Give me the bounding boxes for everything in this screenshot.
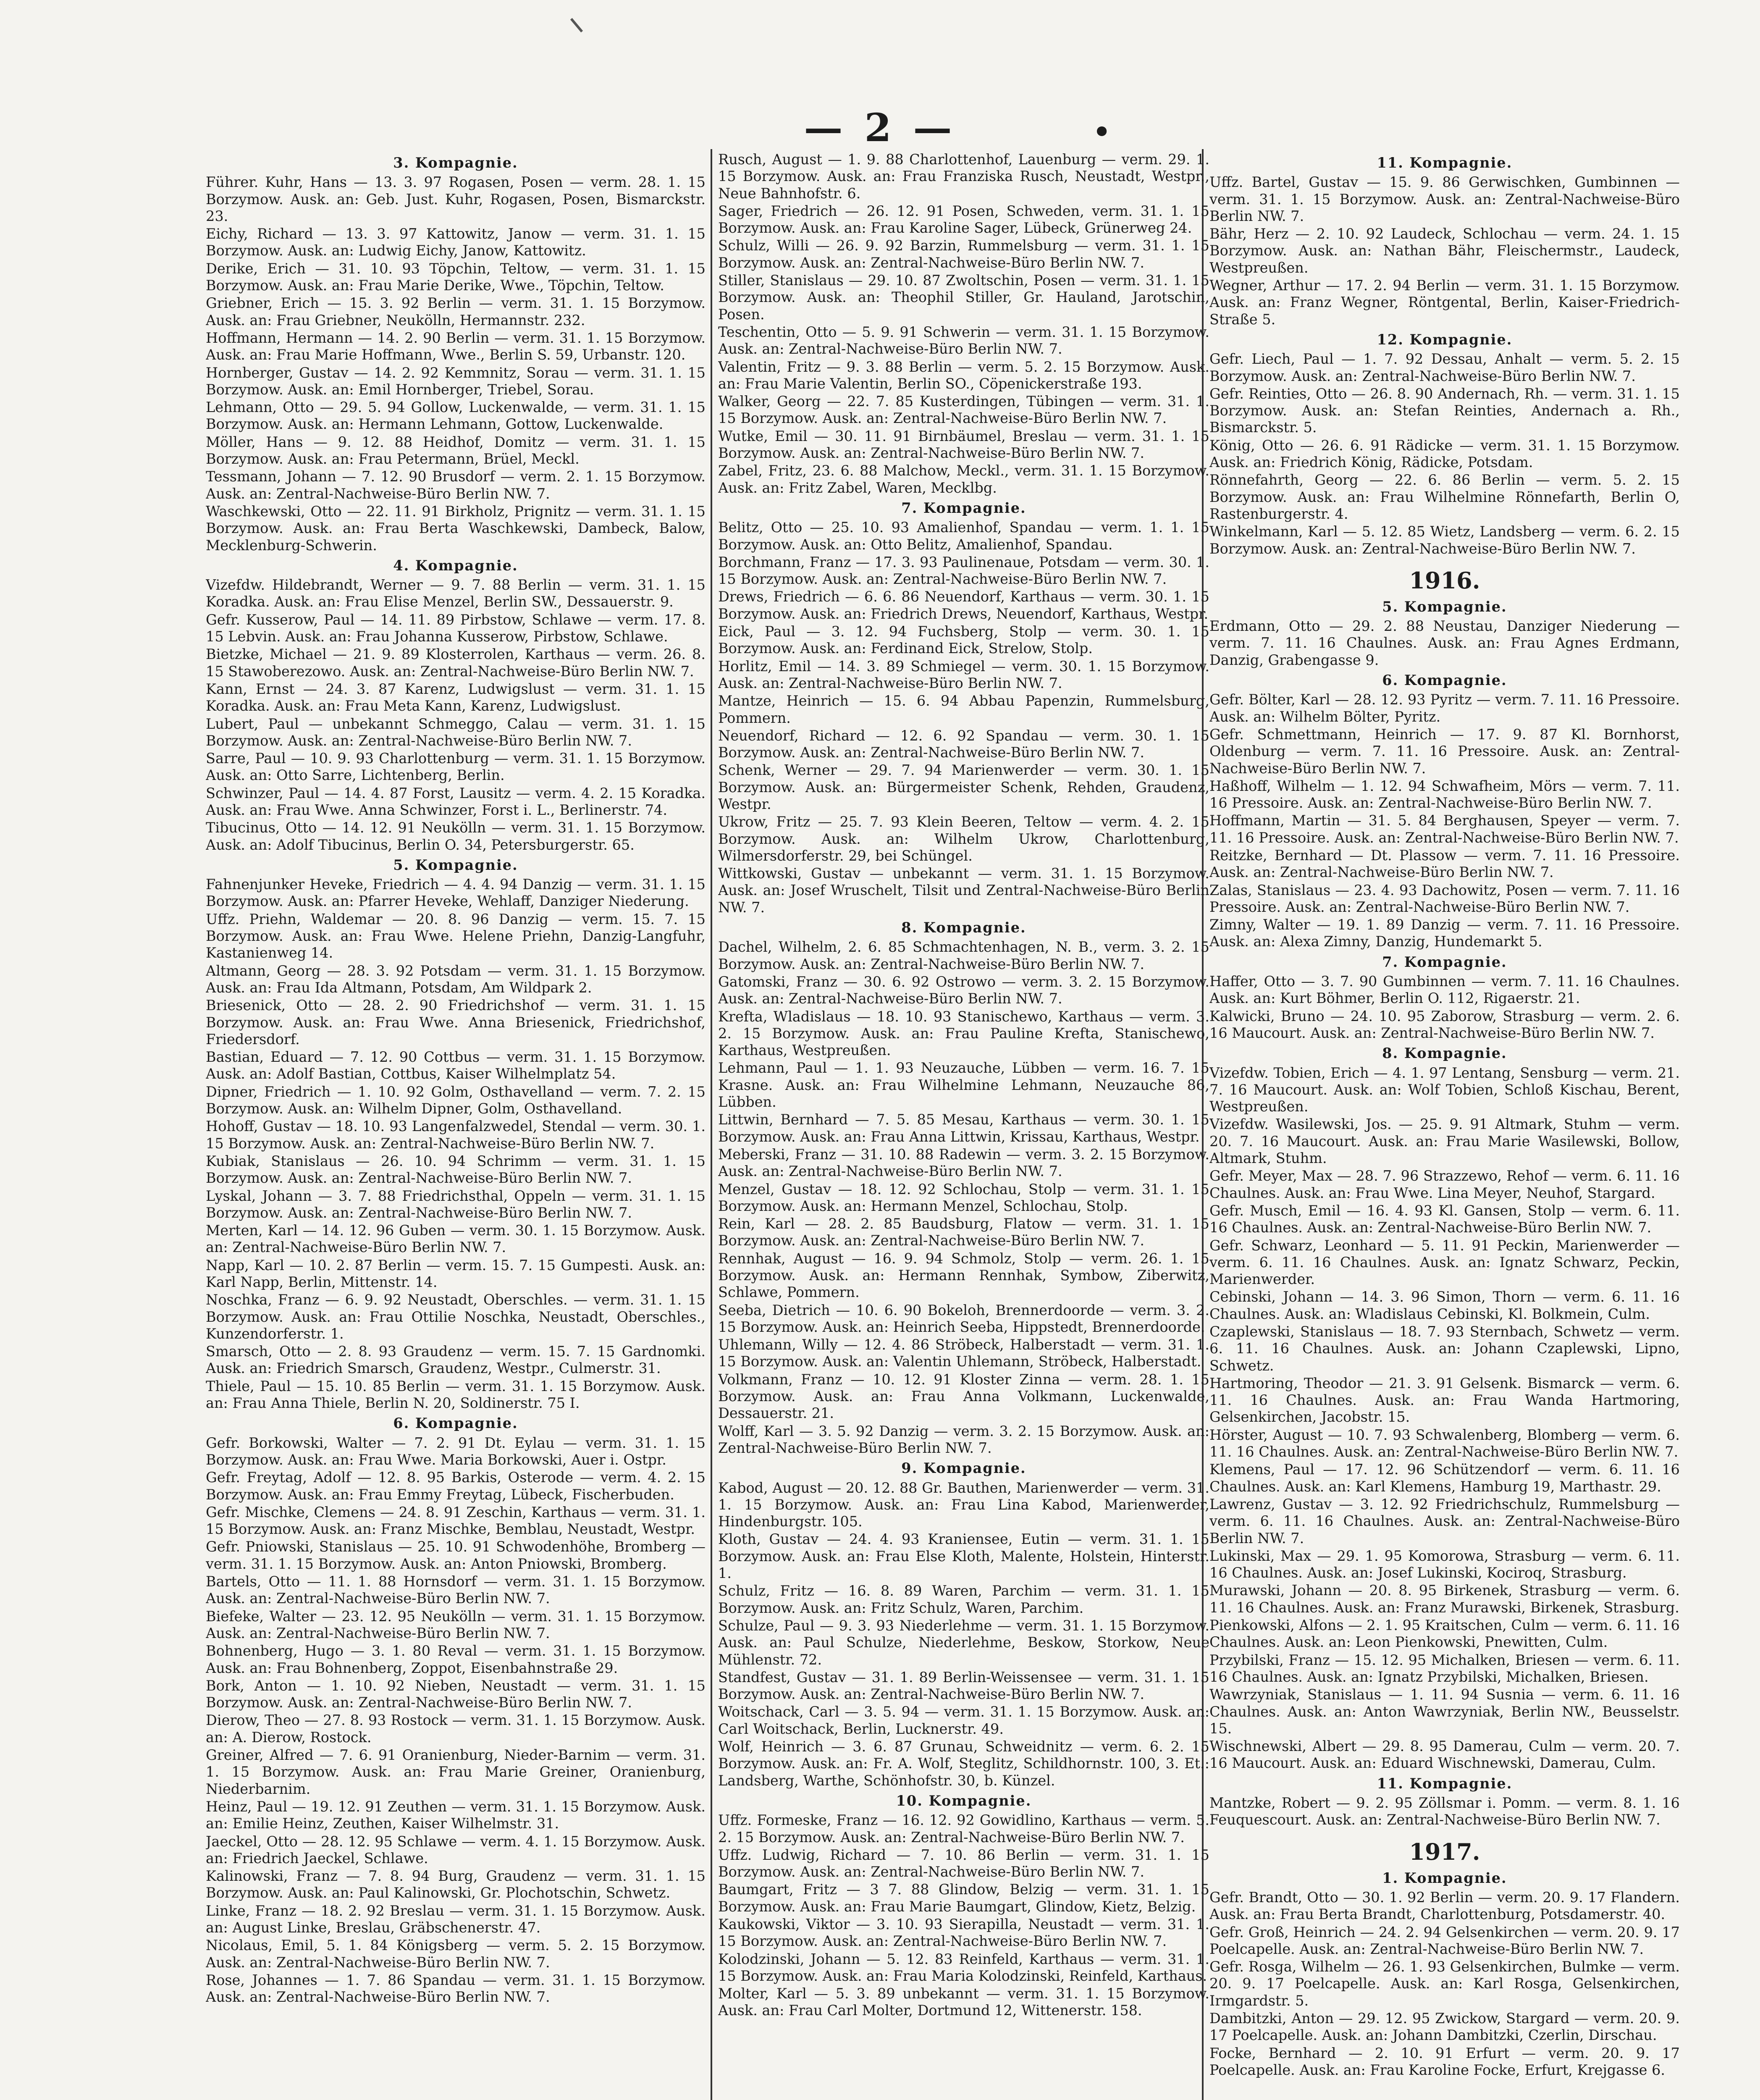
section-heading: 4. Kompagnie. (393, 557, 518, 574)
casualty-entry: Borchmann, Franz — 17. 3. 93 Paulinenaue, Potsdam — verm. 30. 1. 15 Borzymow. Ausk. an: Zentral-Nachweise-Büro Berlin NW. 7. (718, 554, 1209, 588)
casualty-entry: Tibucinus, Otto — 14. 12. 91 Neukölln — verm. 31. 1. 15 Borzymow. Ausk. an: Adolf Tibucinus, Berlin O. 34, Petersburgerstr. 65. (206, 819, 706, 853)
casualty-entry: Valentin, Fritz — 9. 3. 88 Berlin — verm. 5. 2. 15 Borzymow. Ausk. an: Frau Marie Valentin, Berlin SO., Cöpenickerstraße 193. (718, 358, 1209, 392)
page-number: — 2 — (804, 105, 956, 150)
casualty-entry: Teschentin, Otto — 5. 9. 91 Schwerin — verm. 31. 1. 15 Borzymow. Ausk. an: Zentral-Nachweise-Büro Berlin NW. 7. (718, 323, 1209, 357)
casualty-entry: Briesenick, Otto — 28. 2. 90 Friedrichshof — verm. 31. 1. 15 Borzymow. Ausk. an: Frau Wwe. Anna Briesenick, Friedrichshof, Friedersdorf. (206, 997, 706, 1047)
casualty-entry: Kubiak, Stanislaus — 26. 10. 94 Schrimm — verm. 31. 1. 15 Borzymow. Ausk. an: Zentral-Nachweise-Büro Berlin NW. 7. (206, 1152, 706, 1186)
casualty-entry: Bartels, Otto — 11. 1. 88 Hornsdorf — verm. 31. 1. 15 Borzymow. Ausk. an: Zentral-Nachweise-Büro Berlin NW. 7. (206, 1573, 706, 1607)
casualty-entry: Hohoff, Gustav — 18. 10. 93 Langenfalzwedel, Stendal — verm. 30. 1. 15 Borzymow. Ausk. an: Zentral-Nachweise-Büro Berlin NW. 7. (206, 1118, 706, 1152)
section-heading: 5. Kompagnie. (1382, 598, 1507, 615)
casualty-entry: Bähr, Herz — 2. 10. 92 Laudeck, Schlochau — verm. 24. 1. 15 Borzymow. Ausk. an: Nathan Bähr, Fleischermstr., Laudeck, Westpreußen. (1209, 226, 1680, 276)
casualty-entry: Eichy, Richard — 13. 3. 97 Kattowitz, Janow — verm. 31. 1. 15 Borzymow. Ausk. an: Ludwig Eichy, Janow, Kattowitz. (206, 226, 706, 259)
section-heading: 1. Kompagnie. (1382, 1869, 1507, 1886)
casualty-entry: Menzel, Gustav — 18. 12. 92 Schlochau, Stolp — verm. 31. 1. 15 Borzymow. Ausk. an: Hermann Menzel, Schlochau, Stolp. (718, 1181, 1209, 1214)
casualty-entry: Molter, Karl — 5. 3. 89 unbekannt — verm. 31. 1. 15 Borzymow. Ausk. an: Frau Carl Molter, Dortmund 12, Wittenerstr. 158. (718, 1985, 1209, 2019)
casualty-entry: Winkelmann, Karl — 5. 12. 85 Wietz, Landsberg — verm. 6. 2. 15 Borzymow. Ausk. an: Zentral-Nachweise-Büro Berlin NW. 7. (1209, 523, 1680, 557)
casualty-entry: Zalas, Stanislaus — 23. 4. 93 Dachowitz, Posen — verm. 7. 11. 16 Pressoire. Ausk. an: Zentral-Nachweise-Büro Berlin NW. 7. (1209, 882, 1680, 915)
casualty-entry: Cebinski, Johann — 14. 3. 96 Simon, Thorn — verm. 6. 11. 16 Chaulnes. Ausk. an: Wladislaus Cebinski, Kl. Bolkmein, Culm. (1209, 1289, 1680, 1322)
casualty-entry: Greiner, Alfred — 7. 6. 91 Oranienburg, Nieder-Barnim — verm. 31. 1. 15 Borzymow. Ausk. an: Frau Marie Greiner, Oranienburg, Niederbarnim. (206, 1747, 706, 1797)
casualty-entry: Mantze, Heinrich — 15. 6. 94 Abbau Papenzin, Rummelsburg, Pommern. (718, 693, 1209, 726)
year-heading: 1917. (1409, 1838, 1480, 1865)
casualty-entry: Przybilski, Franz — 15. 12. 95 Michalken, Briesen — verm. 6. 11. 16 Chaulnes. Ausk. an: Ignatz Przybilski, Michalken, Briesen. (1209, 1651, 1680, 1685)
casualty-entry: Kaukowski, Viktor — 3. 10. 93 Sierapilla, Neustadt — verm. 31. 1. 15 Borzymow. Ausk. an: Zentral-Nachweise-Büro Berlin NW. 7. (718, 1916, 1209, 1950)
casualty-entry: Gefr. Brandt, Otto — 30. 1. 92 Berlin — verm. 20. 9. 17 Flandern. Ausk. an: Frau Berta Brandt, Charlottenburg, Potsdamerstr. 40. (1209, 1889, 1680, 1923)
section-heading: 8. Kompagnie. (901, 919, 1026, 936)
year-heading: 1916. (1409, 567, 1480, 594)
casualty-entry: Noschka, Franz — 6. 9. 92 Neustadt, Oberschles. — verm. 31. 1. 15 Borzymow. Ausk. an: Frau Ottilie Noschka, Neustadt, Oberschles., Kunzendorferstr. 1. (206, 1292, 706, 1342)
casualty-entry: Kolodzinski, Johann — 5. 12. 83 Reinfeld, Karthaus — verm. 31. 1. 15 Borzymow. Ausk. an: Frau Maria Kolodzinski, Reinfeld, Karthaus. (718, 1950, 1209, 1984)
casualty-entry: Merten, Karl — 14. 12. 96 Guben — verm. 30. 1. 15 Borzymow. Ausk. an: Zentral-Nachweise-Büro Berlin NW. 7. (206, 1222, 706, 1256)
casualty-entry: Vizefdw. Wasilewski, Jos. — 25. 9. 91 Altmark, Stuhm — verm. 20. 7. 16 Maucourt. Ausk. an: Frau Marie Wasilewski, Bollow, Altmark, Stuhm. (1209, 1116, 1680, 1167)
casualty-entry: Gefr. Freytag, Adolf — 12. 8. 95 Barkis, Osterode — verm. 4. 2. 15 Borzymow. Ausk. an: Frau Emmy Freytag, Lübeck, Fischerbuden. (206, 1469, 706, 1503)
casualty-entry: Rusch, August — 1. 9. 88 Charlottenhof, Lauenburg — verm. 29. 1. 15 Borzymow. Ausk. an: Frau Franziska Rusch, Neustadt, Westpr., Neue Bahnhofstr. 6. (718, 151, 1209, 202)
casualty-entry: Waschkewski, Otto — 22. 11. 91 Birkholz, Prignitz — verm. 31. 1. 15 Borzymow. Ausk. an: Frau Berta Waschkewski, Dambeck, Balow, Mecklenburg-Schwerin. (206, 503, 706, 554)
casualty-entry: König, Otto — 26. 6. 91 Rädicke — verm. 31. 1. 15 Borzymow. Ausk. an: Friedrich König, Rädicke, Potsdam. (1209, 437, 1680, 471)
casualty-entry: Drews, Friedrich — 6. 6. 86 Neuendorf, Karthaus — verm. 30. 1. 15 Borzymow. Ausk. an: Friedrich Drews, Neuendorf, Karthaus, Westpr. (718, 588, 1209, 622)
casualty-entry: Linke, Franz — 18. 2. 92 Breslau — verm. 31. 1. 15 Borzymow. Ausk. an: August Linke, Breslau, Gräbschenerstr. 47. (206, 1902, 706, 1936)
section-heading: 7. Kompagnie. (1382, 953, 1507, 970)
casualty-entry: Hoffmann, Hermann — 14. 2. 90 Berlin — verm. 31. 1. 15 Borzymow. Ausk. an: Frau Marie Hoffmann, Wwe., Berlin S. 59, Urbanstr. 120. (206, 329, 706, 363)
casualty-entry: Wolf, Heinrich — 3. 6. 87 Grunau, Schweidnitz — verm. 6. 2. 15 Borzymow. Ausk. an: Fr. A. Wolf, Steglitz, Schildhornstr. 100, 3. Et.: Landsberg, Warthe, Schönhofstr. 30, b. Künzel. (718, 1738, 1209, 1789)
section-heading: 7. Kompagnie. (901, 499, 1026, 516)
column-right (1209, 151, 1680, 2100)
casualty-entry: Rönnefahrth, Georg — 22. 6. 86 Berlin — verm. 5. 2. 15 Borzymow. Ausk. an: Frau Wilhelmine Rönnefarth, Berlin O, Rastenburgerstr. 4. (1209, 472, 1680, 522)
casualty-entry: Kalinowski, Franz — 7. 8. 94 Burg, Graudenz — verm. 31. 1. 15 Borzymow. Ausk. an: Paul Kalinowski, Gr. Plochotschin, Schwetz. (206, 1868, 706, 1901)
casualty-entry: Lubert, Paul — unbekannt Schmeggo, Calau — verm. 31. 1. 15 Borzymow. Ausk. an: Zentral-Nachweise-Büro Berlin NW. 7. (206, 715, 706, 749)
ink-dot: • (1092, 113, 1112, 152)
casualty-entry: Wischnewski, Albert — 29. 8. 95 Damerau, Culm — verm. 20. 7. 16 Maucourt. Ausk. an: Eduard Wischnewski, Damerau, Culm. (1209, 1738, 1680, 1772)
casualty-entry: Lukinski, Max — 29. 1. 95 Komorowa, Strasburg — verm. 6. 11. 16 Chaulnes. Ausk. an: Josef Lukinski, Kociroq, Strasburg. (1209, 1547, 1680, 1581)
casualty-entry: Biefeke, Walter — 23. 12. 95 Neukölln — verm. 31. 1. 15 Borzymow. Ausk. an: Zentral-Nachweise-Büro Berlin NW. 7. (206, 1608, 706, 1641)
casualty-entry: Focke, Bernhard — 2. 10. 91 Erfurt — verm. 20. 9. 17 Poelcapelle. Ausk. an: Frau Karoline Focke, Erfurt, Krejgasse 6. (1209, 2045, 1680, 2078)
casualty-entry: Zabel, Fritz, 23. 6. 88 Malchow, Meckl., verm. 31. 1. 15 Borzymow. Ausk. an: Fritz Zabel, Waren, Mecklbg. (718, 462, 1209, 496)
casualty-entry: Dambitzki, Anton — 29. 12. 95 Zwickow, Stargard — verm. 20. 9. 17 Poelcapelle. Ausk. an: Johann Dambitzki, Czerlin, Dirschau. (1209, 2010, 1680, 2044)
section-heading: 9. Kompagnie. (901, 1460, 1026, 1477)
casualty-entry: Kabod, August — 20. 12. 88 Gr. Bauthen, Marienwerder — verm. 31. 1. 15 Borzymow. Ausk. an: Frau Lina Kabod, Marienwerder, Hindenburgstr. 105. (718, 1479, 1209, 1530)
section-heading: 5. Kompagnie. (393, 856, 518, 873)
casualty-entry: Dierow, Theo — 27. 8. 93 Rostock — verm. 31. 1. 15 Borzymow. Ausk. an: A. Dierow, Rostock. (206, 1712, 706, 1746)
column-divider-1 (711, 149, 712, 2100)
casualty-entry: Gefr. Mischke, Clemens — 24. 8. 91 Zeschin, Karthaus — verm. 31. 1. 15 Borzymow. Ausk. an: Franz Mischke, Bemblau, Neustadt, Westpr. (206, 1504, 706, 1538)
column-middle (718, 151, 1209, 2100)
casualty-entry: Baumgart, Fritz — 3 7. 88 Glindow, Belzig — verm. 31. 1. 15 Borzymow. Ausk. an: Frau Marie Baumgart, Glindow, Kietz, Belzig. (718, 1881, 1209, 1915)
casualty-entry: Griebner, Erich — 15. 3. 92 Berlin — verm. 31. 1. 15 Borzymow. Ausk. an: Frau Griebner, Neukölln, Hermannstr. 232. (206, 295, 706, 328)
casualty-entry: Gatomski, Franz — 30. 6. 92 Ostrowo — verm. 3. 2. 15 Borzymow. Ausk. an: Zentral-Nachweise-Büro Berlin NW. 7. (718, 973, 1209, 1007)
casualty-entry: Pienkowski, Alfons — 2. 1. 95 Kraitschen, Culm — verm. 6. 11. 16 Chaulnes. Ausk. an: Leon Pienkowski, Pnewitten, Culm. (1209, 1617, 1680, 1651)
casualty-entry: Stiller, Stanislaus — 29. 10. 87 Zwoltschin, Posen — verm. 31. 1. 15 Borzymow. Ausk. an: Theophil Stiller, Gr. Hauland, Jarotschin, Posen. (718, 272, 1209, 323)
casualty-entry: Vizefdw. Tobien, Erich — 4. 1. 97 Lentang, Sensburg — verm. 21. 7. 16 Maucourt. Ausk. an: Wolf Tobien, Schloß Kischau, Berent, Westpreußen. (1209, 1064, 1680, 1115)
section-heading: 11. Kompagnie. (1377, 155, 1513, 171)
section-heading: 11. Kompagnie. (1377, 1775, 1513, 1792)
casualty-entry: Hornberger, Gustav — 14. 2. 92 Kemmnitz, Sorau — verm. 31. 1. 15 Borzymow. Ausk. an: Emil Hornberger, Triebel, Sorau. (206, 364, 706, 398)
casualty-entry: Murawski, Johann — 20. 8. 95 Birkenek, Strasburg — verm. 6. 11. 16 Chaulnes. Ausk. an: Franz Murawski, Birkenek, Strasburg. (1209, 1582, 1680, 1616)
section-heading: 10. Kompagnie. (896, 1792, 1032, 1809)
casualty-entry: Schulze, Paul — 9. 3. 93 Niederlehme — verm. 31. 1. 15 Borzymow. Ausk. an: Paul Schulze, Niederlehme, Beskow, Storkow, Neue Mühlenstr. 72. (718, 1617, 1209, 1668)
casualty-entry: Sager, Friedrich — 26. 12. 91 Posen, Schweden, verm. 31. 1. 15 Borzymow. Ausk. an: Frau Karoline Sager, Lübeck, Grünerweg 24. (718, 202, 1209, 236)
casualty-entry: Gefr. Bölter, Karl — 28. 12. 93 Pyritz — verm. 7. 11. 16 Pressoire. Ausk. an: Wilhelm Bölter, Pyritz. (1209, 691, 1680, 725)
casualty-entry: Gefr. Musch, Emil — 16. 4. 93 Kl. Gansen, Stolp — verm. 6. 11. 16 Chaulnes. Ausk. an: Zentral-Nachweise-Büro Berlin NW. 7. (1209, 1202, 1680, 1236)
casualty-entry: Derike, Erich — 31. 10. 93 Töpchin, Teltow, — verm. 31. 1. 15 Borzymow. Ausk. an: Frau Marie Derike, Wwe., Töpchin, Teltow. (206, 260, 706, 294)
casualty-entry: Führer. Kuhr, Hans — 13. 3. 97 Rogasen, Posen — verm. 28. 1. 15 Borzymow. Ausk. an: Geb. Just. Kuhr, Rogasen, Posen, Bismarckstr. 23. (206, 174, 706, 224)
casualty-entry: Schulz, Willi — 26. 9. 92 Barzin, Rummelsburg — verm. 31. 1. 15 Borzymow. Ausk. an: Zentral-Nachweise-Büro Berlin NW. 7. (718, 237, 1209, 271)
casualty-entry: Altmann, Georg — 28. 3. 92 Potsdam — verm. 31. 1. 15 Borzymow. Ausk. an: Frau Ida Altmann, Potsdam, Am Wildpark 2. (206, 962, 706, 996)
casualty-entry: Lehmann, Otto — 29. 5. 94 Gollow, Luckenwalde, — verm. 31. 1. 15 Borzymow. Ausk. an: Hermann Lehmann, Gottow, Luckenwalde. (206, 399, 706, 433)
casualty-entry: Gefr. Pniowski, Stanislaus — 25. 10. 91 Schwodenhöhe, Bromberg — verm. 31. 1. 15 Borzymow. Ausk. an: Anton Pniowski, Bromberg. (206, 1538, 706, 1572)
casualty-entry: Smarsch, Otto — 2. 8. 93 Graudenz — verm. 15. 7. 15 Gardnomki. Ausk. an: Friedrich Smarsch, Graudenz, Westpr., Culmerstr. 31. (206, 1343, 706, 1377)
casualty-entry: Gefr. Kusserow, Paul — 14. 11. 89 Pirbstow, Schlawe — verm. 17. 8. 15 Lebvin. Ausk. an: Frau Johanna Kusserow, Pirbstow, Schlawe. (206, 611, 706, 645)
casualty-entry: Kalwicki, Bruno — 24. 10. 95 Zaborow, Strasburg — verm. 2. 6. 16 Maucourt. Ausk. an: Zentral-Nachweise-Büro Berlin NW. 7. (1209, 1008, 1680, 1041)
casualty-entry: Dipner, Friedrich — 1. 10. 92 Golm, Osthavelland — verm. 7. 2. 15 Borzymow. Ausk. an: Wilhelm Dipner, Golm, Osthavelland. (206, 1083, 706, 1117)
section-heading: 6. Kompagnie. (393, 1415, 518, 1432)
casualty-entry: Gefr. Borkowski, Walter — 7. 2. 91 Dt. Eylau — verm. 31. 1. 15 Borzymow. Ausk. an: Frau Wwe. Maria Borkowski, Auer i. Ostpr. (206, 1434, 706, 1468)
casualty-entry: Wittkowski, Gustav — unbekannt — verm. 31. 1. 15 Borzymow. Ausk. an: Josef Wruschelt, Tilsit und Zentral-Nachweise-Büro Berlin NW. 7. (718, 865, 1209, 916)
casualty-entry: Gefr. Rosga, Wilhelm — 26. 1. 93 Gelsenkirchen, Bulmke — verm. 20. 9. 17 Poelcapelle. Ausk. an: Karl Rosga, Gelsenkirchen, Irmgardstr. 5. (1209, 1958, 1680, 2009)
casualty-entry: Kann, Ernst — 24. 3. 87 Karenz, Ludwigslust — verm. 31. 1. 15 Koradka. Ausk. an: Frau Meta Kann, Karenz, Ludwigslust. (206, 680, 706, 714)
casualty-entry: Neuendorf, Richard — 12. 6. 92 Spandau — verm. 30. 1. 15 Borzymow. Ausk. an: Zentral-Nachweise-Büro Berlin NW. 7. (718, 727, 1209, 761)
section-heading: 12. Kompagnie. (1377, 331, 1513, 348)
casualty-entry: Gefr. Meyer, Max — 28. 7. 96 Strazzewo, Rehof — verm. 6. 11. 16 Chaulnes. Ausk. an: Frau Wwe. Lina Meyer, Neuhof, Stargard. (1209, 1168, 1680, 1201)
casualty-entry: Reitzke, Bernhard — Dt. Plassow — verm. 7. 11. 16 Pressoire. Ausk. an: Zentral-Nachweise-Büro Berlin NW. 7. (1209, 847, 1680, 881)
casualty-entry: Belitz, Otto — 25. 10. 93 Amalienhof, Spandau — verm. 1. 1. 15 Borzymow. Ausk. an: Otto Belitz, Amalienhof, Spandau. (718, 519, 1209, 553)
casualty-entry: Bietzke, Michael — 21. 9. 89 Klosterrolen, Karthaus — verm. 26. 8. 15 Stawoberezowo. Ausk. an: Zentral-Nachweise-Büro Berlin NW. 7. (206, 646, 706, 680)
casualty-entry: Lawrenz, Gustav — 3. 12. 92 Friedrichschulz, Rummelsburg — verm. 6. 11. 16 Chaulnes. Ausk. an: Zentral-Nachweise-Büro Berlin NW. 7. (1209, 1496, 1680, 1546)
casualty-entry: Uhlemann, Willy — 12. 4. 86 Ströbeck, Halberstadt — verm. 31. 1. 15 Borzymow. Ausk. an: Valentin Uhlemann, Ströbeck, Halberstadt. (718, 1336, 1209, 1370)
casualty-entry: Kloth, Gustav — 24. 4. 93 Kraniensee, Eutin — verm. 31. 1. 15 Borzymow. Ausk. an: Frau Else Kloth, Malente, Holstein, Hinterstr. 1. (718, 1531, 1209, 1582)
casualty-entry: Standfest, Gustav — 31. 1. 89 Berlin-Weissensee — verm. 31. 1. 15 Borzymow. Ausk. an: Zentral-Nachweise-Büro Berlin NW. 7. (718, 1669, 1209, 1703)
casualty-entry: Czaplewski, Stanislaus — 18. 7. 93 Sternbach, Schwetz — verm. 6. 11. 16 Chaulnes. Ausk. an: Johann Czaplewski, Lipno, Schwetz. (1209, 1323, 1680, 1374)
casualty-entry: Gefr. Groß, Heinrich — 24. 2. 94 Gelsenkirchen — verm. 20. 9. 17 Poelcapelle. Ausk. an: Zentral-Nachweise-Büro Berlin NW. 7. (1209, 1924, 1680, 1957)
casualty-entry: Mantzke, Robert — 9. 2. 95 Zöllsmar i. Pomm. — verm. 8. 1. 16 Feuquescourt. Ausk. an: Zentral-Nachweise-Büro Berlin NW. 7. (1209, 1795, 1680, 1828)
casualty-entry: Nicolaus, Emil, 5. 1. 84 Königsberg — verm. 5. 2. 15 Borzymow. Ausk. an: Zentral-Nachweise-Büro Berlin NW. 7. (206, 1937, 706, 1971)
casualty-entry: Heinz, Paul — 19. 12. 91 Zeuthen — verm. 31. 1. 15 Borzymow. Ausk. an: Emilie Heinz, Zeuthen, Kaiser Wilhelmstr. 31. (206, 1798, 706, 1832)
casualty-entry: Gefr. Schmettmann, Heinrich — 17. 9. 87 Kl. Bornhorst, Oldenburg — verm. 7. 11. 16 Pressoire. Ausk. an: Zentral-Nachweise-Büro Berlin NW. 7. (1209, 726, 1680, 777)
casualty-entry: Rennhak, August — 16. 9. 94 Schmolz, Stolp — verm. 26. 1. 15 Borzymow. Ausk. an: Hermann Rennhak, Symbow, Ziberwitz, Schlawe, Pommern. (718, 1250, 1209, 1301)
casualty-entry: Wegner, Arthur — 17. 2. 94 Berlin — verm. 31. 1. 15 Borzymow. Ausk. an: Franz Wegner, Röntgental, Berlin, Kaiser-Friedrich-Straße 5. (1209, 277, 1680, 328)
casualty-entry: Meberski, Franz — 31. 10. 88 Radewin — verm. 3. 2. 15 Borzymow. Ausk. an: Zentral-Nachweise-Büro Berlin NW. 7. (718, 1146, 1209, 1180)
casualty-entry: Rein, Karl — 28. 2. 85 Baudsburg, Flatow — verm. 31. 1. 15 Borzymow. Ausk. an: Zentral-Nachweise-Büro Berlin NW. 7. (718, 1215, 1209, 1249)
ink-speck (570, 18, 583, 32)
casualty-entry: Bork, Anton — 1. 10. 92 Nieben, Neustadt — verm. 31. 1. 15 Borzymow. Ausk. an: Zentral-Nachweise-Büro Berlin NW. 7. (206, 1677, 706, 1711)
casualty-entry: Uffz. Ludwig, Richard — 7. 10. 86 Berlin — verm. 31. 1. 15 Borzymow. Ausk. an: Zentral-Nachweise-Büro Berlin NW. 7. (718, 1846, 1209, 1880)
casualty-entry: Eick, Paul — 3. 12. 94 Fuchsberg, Stolp — verm. 30. 1. 15 Borzymow. Ausk. an: Ferdinand Eick, Strelow, Stolp. (718, 623, 1209, 657)
casualty-entry: Uffz. Priehn, Waldemar — 20. 8. 96 Danzig — verm. 15. 7. 15 Borzymow. Ausk. an: Frau Wwe. Helene Priehn, Danzig-Langfuhr, Kastanienweg 14. (206, 911, 706, 961)
casualty-entry: Gefr. Liech, Paul — 1. 7. 92 Dessau, Anhalt — verm. 5. 2. 15 Borzymow. Ausk. an: Zentral-Nachweise-Büro Berlin NW. 7. (1209, 351, 1680, 384)
section-heading: 3. Kompagnie. (393, 155, 518, 171)
casualty-entry: Tessmann, Johann — 7. 12. 90 Brusdorf — verm. 2. 1. 15 Borzymow. Ausk. an: Zentral-Nachweise-Büro Berlin NW. 7. (206, 468, 706, 502)
column-left (206, 151, 706, 2100)
casualty-entry: Lyskal, Johann — 3. 7. 88 Friedrichsthal, Oppeln — verm. 31. 1. 15 Borzymow. Ausk. an: Zentral-Nachweise-Büro Berlin NW. 7. (206, 1187, 706, 1221)
casualty-entry: Dachel, Wilhelm, 2. 6. 85 Schmachtenhagen, N. B., verm. 3. 2. 15 Borzymow. Ausk. an: Zentral-Nachweise-Büro Berlin NW. 7. (718, 939, 1209, 972)
casualty-entry: Gefr. Reinties, Otto — 26. 8. 90 Andernach, Rh. — verm. 31. 1. 15 Borzymow. Ausk. an: Stefan Reinties, Andernach a. Rh., Bismarckstr. 5. (1209, 385, 1680, 436)
casualty-entry: Uffz. Bartel, Gustav — 15. 9. 86 Gerwischken, Gumbinnen — verm. 31. 1. 15 Borzymow. Ausk. an: Zentral-Nachweise-Büro Berlin NW. 7. (1209, 174, 1680, 224)
casualty-entry: Schulz, Fritz — 16. 8. 89 Waren, Parchim — verm. 31. 1. 15 Borzymow. Ausk. an: Fritz Schulz, Waren, Parchim. (718, 1583, 1209, 1616)
section-heading: 6. Kompagnie. (1382, 672, 1507, 689)
casualty-entry: Klemens, Paul — 17. 12. 96 Schützendorf — verm. 6. 11. 16 Chaulnes. Ausk. an: Karl Klemens, Hamburg 19, Marthastr. 29. (1209, 1461, 1680, 1495)
casualty-entry: Krefta, Wladislaus — 18. 10. 93 Stanischewo, Karthaus — verm. 3. 2. 15 Borzymow. Ausk. an: Frau Pauline Krefta, Stanischewo, Karthaus, Westpreußen. (718, 1008, 1209, 1059)
casualty-entry: Schwinzer, Paul — 14. 4. 87 Forst, Lausitz — verm. 4. 2. 15 Koradka. Ausk. an: Frau Wwe. Anna Schwinzer, Forst i. L., Berlinerstr. 74. (206, 785, 706, 818)
casualty-entry: Möller, Hans — 9. 12. 88 Heidhof, Domitz — verm. 31. 1. 15 Borzymow. Ausk. an: Frau Petermann, Brüel, Meckl. (206, 433, 706, 467)
casualty-entry: Thiele, Paul — 15. 10. 85 Berlin — verm. 31. 1. 15 Borzymow. Ausk. an: Frau Anna Thiele, Berlin N. 20, Soldinerstr. 75 I. (206, 1378, 706, 1412)
casualty-entry: Woitschack, Carl — 3. 5. 94 — verm. 31. 1. 15 Borzymow. Ausk. an: Carl Woitschack, Berlin, Lucknerstr. 49. (718, 1704, 1209, 1737)
casualty-entry: Hörster, August — 10. 7. 93 Schwalenberg, Blomberg — verm. 6. 11. 16 Chaulnes. Ausk. an: Zentral-Nachweise-Büro Berlin NW. 7. (1209, 1426, 1680, 1460)
casualty-entry: Bohnenberg, Hugo — 3. 1. 80 Reval — verm. 31. 1. 15 Borzymow. Ausk. an: Frau Bohnenberg, Zoppot, Eisenbahnstraße 29. (206, 1643, 706, 1676)
casualty-entry: Bastian, Eduard — 7. 12. 90 Cottbus — verm. 31. 1. 15 Borzymow. Ausk. an: Adolf Bastian, Cottbus, Kaiser Wilhelmplatz 54. (206, 1049, 706, 1082)
casualty-entry: Ukrow, Fritz — 25. 7. 93 Klein Beeren, Teltow — verm. 4. 2. 15 Borzymow. Ausk. an: Wilhelm Ukrow, Charlottenburg, Wilmersdorferstr. 29, bei Schüngel. (718, 814, 1209, 864)
casualty-entry: Wolff, Karl — 3. 5. 92 Danzig — verm. 3. 2. 15 Borzymow. Ausk. an: Zentral-Nachweise-Büro Berlin NW. 7. (718, 1423, 1209, 1456)
casualty-entry: Gefr. Schwarz, Leonhard — 5. 11. 91 Peckin, Marienwerder — verm. 6. 11. 16 Chaulnes. Ausk. an: Ignatz Schwarz, Peckin, Marienwerder. (1209, 1237, 1680, 1288)
casualty-entry: Lehmann, Paul — 1. 1. 93 Neuzauche, Lübben — verm. 16. 7. 15 Krasne. Ausk. an: Frau Wilhelmine Lehmann, Neuzauche 86, Lübben. (718, 1060, 1209, 1110)
casualty-entry: Zimny, Walter — 19. 1. 89 Danzig — verm. 7. 11. 16 Pressoire. Ausk. an: Alexa Zimny, Danzig, Hundemarkt 5. (1209, 916, 1680, 950)
casualty-entry: Haffer, Otto — 3. 7. 90 Gumbinnen — verm. 7. 11. 16 Chaulnes. Ausk. an: Kurt Böhmer, Berlin O. 112, Rigaerstr. 21. (1209, 973, 1680, 1007)
casualty-entry: Fahnenjunker Heveke, Friedrich — 4. 4. 94 Danzig — verm. 31. 1. 15 Borzymow. Ausk. an: Pfarrer Heveke, Wehlaff, Danziger Niederung. (206, 876, 706, 910)
casualty-entry: Sarre, Paul — 10. 9. 93 Charlottenburg — verm. 31. 1. 15 Borzymow. Ausk. an: Otto Sarre, Lichtenberg, Berlin. (206, 750, 706, 784)
casualty-entry: Erdmann, Otto — 29. 2. 88 Neustau, Danziger Niederung — verm. 7. 11. 16 Chaulnes. Ausk. an: Frau Agnes Erdmann, Danzig, Grabengasse 9. (1209, 618, 1680, 668)
casualty-entry: Hoffmann, Martin — 31. 5. 84 Berghausen, Speyer — verm. 7. 11. 16 Pressoire. Ausk. an: Zentral-Nachweise-Büro Berlin NW. 7. (1209, 812, 1680, 846)
casualty-entry: Uffz. Formeske, Franz — 16. 12. 92 Gowidlino, Karthaus — verm. 5. 2. 15 Borzymow. Ausk. an: Zentral-Nachweise-Büro Berlin NW. 7. (718, 1812, 1209, 1845)
casualty-entry: Walker, Georg — 22. 7. 85 Kusterdingen, Tübingen — verm. 31. 1. 15 Borzymow. Ausk. an: Zentral-Nachweise-Büro Berlin NW. 7. (718, 393, 1209, 427)
casualty-entry: Vizefdw. Hildebrandt, Werner — 9. 7. 88 Berlin — verm. 31. 1. 15 Koradka. Ausk. an: Frau Elise Menzel, Berlin SW., Dessauerstr. 9. (206, 577, 706, 610)
casualty-entry: Jaeckel, Otto — 28. 12. 95 Schlawe — verm. 4. 1. 15 Borzymow. Ausk. an: Friedrich Jaeckel, Schlawe. (206, 1833, 706, 1866)
casualty-entry: Napp, Karl — 10. 2. 87 Berlin — verm. 15. 7. 15 Gumpesti. Ausk. an: Karl Napp, Berlin, Mittenstr. 14. (206, 1257, 706, 1290)
casualty-entry: Wawrzyniak, Stanislaus — 1. 11. 94 Susnia — verm. 6. 11. 16 Chaulnes. Ausk. an: Anton Wawrzyniak, Berlin NW., Beusselstr. 15. (1209, 1686, 1680, 1737)
casualty-entry: Schenk, Werner — 29. 7. 94 Marienwerder — verm. 30. 1. 15 Borzymow. Ausk. an: Bürgermeister Schenk, Rehden, Graudenz, Westpr. (718, 762, 1209, 812)
casualty-entry: Rose, Johannes — 1. 7. 86 Spandau — verm. 31. 1. 15 Borzymow. Ausk. an: Zentral-Nachweise-Büro Berlin NW. 7. (206, 1971, 706, 2006)
casualty-entry: Haßhoff, Wilhelm — 1. 12. 94 Schwafheim, Mörs — verm. 7. 11. 16 Pressoire. Ausk. an: Zentral-Nachweise-Büro Berlin NW. 7. (1209, 777, 1680, 811)
section-heading: 8. Kompagnie. (1382, 1045, 1507, 1062)
casualty-entry: Littwin, Bernhard — 7. 5. 85 Mesau, Karthaus — verm. 30. 1. 15 Borzymow. Ausk. an: Frau Anna Littwin, Krissau, Karthaus, Westpr. (718, 1111, 1209, 1145)
casualty-entry: Hartmoring, Theodor — 21. 3. 91 Gelsenk. Bismarck — verm. 6. 11. 16 Chaulnes. Ausk. an: Frau Wanda Hartmoring, Gelsenkirchen, Jacobstr. 15. (1209, 1375, 1680, 1425)
casualty-entry: Volkmann, Franz — 10. 12. 91 Kloster Zinna — verm. 28. 1. 15 Borzymow. Ausk. an: Frau Anna Volkmann, Luckenwalde, Dessauerstr. 21. (718, 1371, 1209, 1422)
casualty-entry: Wutke, Emil — 30. 11. 91 Birnbäumel, Breslau — verm. 31. 1. 15 Borzymow. Ausk. an: Zentral-Nachweise-Büro Berlin NW. 7. (718, 428, 1209, 462)
casualty-entry: Seeba, Dietrich — 10. 6. 90 Bokeloh, Brennerdoorde — verm. 3. 2. 15 Borzymow. Ausk. an: Heinrich Seeba, Hippstedt, Brennerdoorde. (718, 1302, 1209, 1335)
casualty-entry: Horlitz, Emil — 14. 3. 89 Schmiegel — verm. 30. 1. 15 Borzymow. Ausk. an: Zentral-Nachweise-Büro Berlin NW. 7. (718, 658, 1209, 691)
